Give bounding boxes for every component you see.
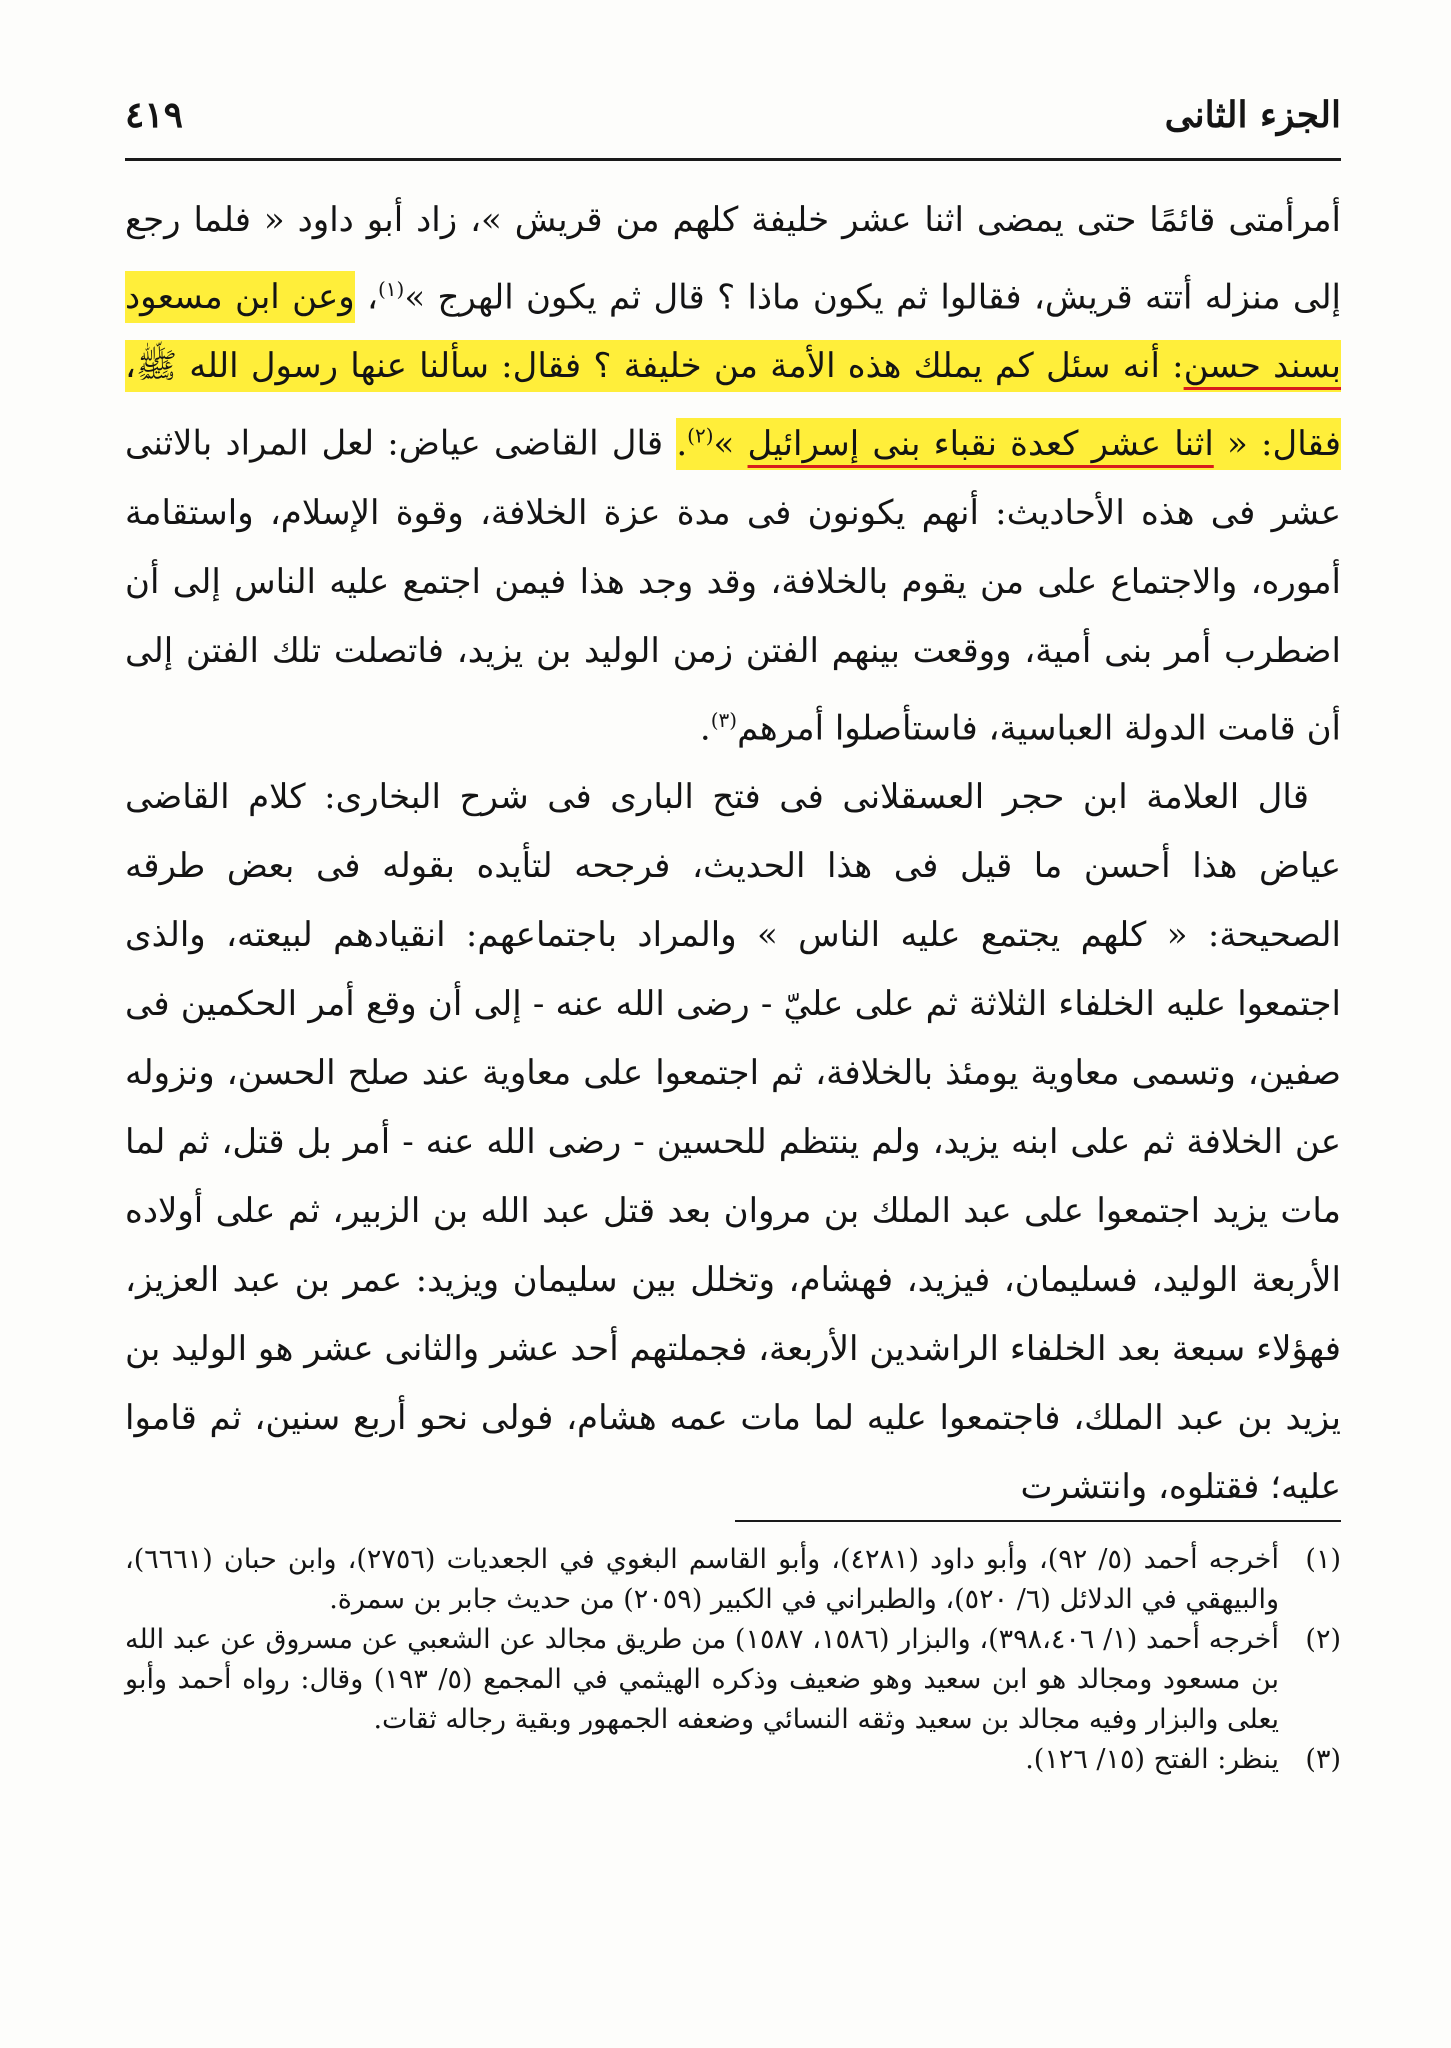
footnote-number: (١): [1305, 1544, 1341, 1575]
highlight-text: وعن ابن مسعود: [125, 277, 355, 318]
highlight-text: .: [676, 423, 688, 464]
footnote-text: ينظر: الفتح (١٥/ ١٢٦).: [1025, 1744, 1279, 1775]
underlined-isnad: بسند حسن: [1183, 346, 1341, 387]
page-number: ٤١٩: [125, 94, 184, 136]
page-header: [125, 88, 1341, 161]
footnote-number: (٢): [1305, 1624, 1341, 1655]
text-segment: قال القاضى عياض: لعل المراد بالاثنى عشر فى هذه الأحاديث: أنهم يكونون فى مدة عزة الخلافة، وقوة الإسلام، واستقامة أموره، والاجتماع على من يقوم بالخلافة، وقد وجد هذا فيمن اجتمع عليه الناس إلى أن اضطرب أمر بنى أمية، ووقعت بينهم الفتن زمن الوليد بن يزيد، فاتصلت تلك الفتن إلى أن قامت الدولة العباسية، فاستأصلوا أمرهم: [125, 423, 1341, 748]
footnotes: [125, 1540, 1341, 1780]
text-segment: ،: [354, 277, 378, 318]
paragraph-1: [125, 186, 1341, 763]
footnote-3: [125, 1740, 1341, 1780]
footnote-ref-2: (٢): [687, 423, 714, 448]
footnote-separator: [735, 1520, 1341, 1522]
text-segment: أمرأمتى قائمًا حتى يمضى اثنا عشر خليفة كلهم من قريش »، زاد أبو داود « فلما رجع إلى منزله أتته قريش، فقالوا ثم يكون ماذا ؟ قال ثم يكون الهرج »: [125, 200, 1342, 318]
text-segment: .: [699, 707, 711, 748]
footnote-ref-3: (٣): [710, 707, 738, 732]
running-title: الجزء الثانى: [1164, 94, 1341, 136]
paragraph-2: قال العلامة ابن حجر العسقلانى فى فتح البارى فى شرح البخارى: كلام القاضى عياض هذا أحسن ما قيل فى هذا الحديث، فرجحه لتأيده بقوله فى بعض طرقه الصحيحة: « كلهم يجتمع عليه الناس » والمراد باجتماعهم: انقيادهم لبيعته، والذى اجتمعوا عليه الخلفاء الثلاثة ثم على عليّ - رضى الله عنه - إلى أن وقع أمر الحكمين فى صفين، وتسمى معاوية يومئذ بالخلافة، ثم اجتمعوا على معاوية عند صلح الحسن، ونزوله عن الخلافة ثم على ابنه يزيد، ولم ينتظم للحسين - رضى الله عنه - أمر بل قتل، ثم لما مات يزيد اجتمعوا على عبد الملك بن مروان بعد قتل عبد الله بن الزبير، ثم على أولاده الأربعة الوليد، فسليمان، فيزيد، فهشام، وتخلل بين سليمان ويزيد: عمر بن عبد العزيز، فهؤلاء سبعة بعد الخلفاء الراشدين الأربعة، فجملتهم أحد عشر والثانى عشر هو الوليد بن يزيد بن عبد الملك، فاجتمعوا عليه لما مات عمه هشام، فولى نحو أربع سنين، ثم قاموا عليه؛ فقتلوه، وانتشرت: [125, 776, 1341, 1507]
underlined-hadith: اثنا عشر كعدة نقباء بنى إسرائيل: [747, 423, 1214, 464]
footnote-number: (٣): [1305, 1744, 1341, 1775]
footnote-2: [125, 1620, 1341, 1740]
footnote-text: أخرجه أحمد (٥/ ٩٢)، وأبو داود (٤٢٨١)، وأبو القاسم البغوي في الجعديات (٢٧٥٦)، وابن حبان (٦٦٦١)، والبيهقي في الدلائل (٦/ ٥٢٠)، والطبراني في الكبير (٢٠٥٩) من حديث جابر بن سمرة.: [125, 1544, 1279, 1615]
highlight-text: : أنه سئل كم يملك هذه الأمة من خليفة ؟ فقال: سألنا عنها رسول الله ﷺ، فقال: «: [125, 346, 1342, 464]
main-text: [125, 186, 1341, 1522]
footnote-1: [125, 1540, 1341, 1620]
footnote-text: أخرجه أحمد (١/ ٣٩٨،٤٠٦)، والبزار (١٥٨٦، ١٥٨٧) من طريق مجالد عن الشعبي عن مسروق عن عبد الله بن مسعود ومجالد هو ابن سعيد وهو ضعيف وذكره الهيثمي في المجمع (٥/ ١٩٣) وقال: رواه أحمد وأبو يعلى والبزار وفيه مجالد بن سعيد وثقه النسائي وضعفه الجمهور وبقية رجاله ثقات.: [125, 1624, 1280, 1735]
highlight-text: »: [713, 423, 748, 464]
footnote-ref-1: (١): [377, 277, 405, 301]
